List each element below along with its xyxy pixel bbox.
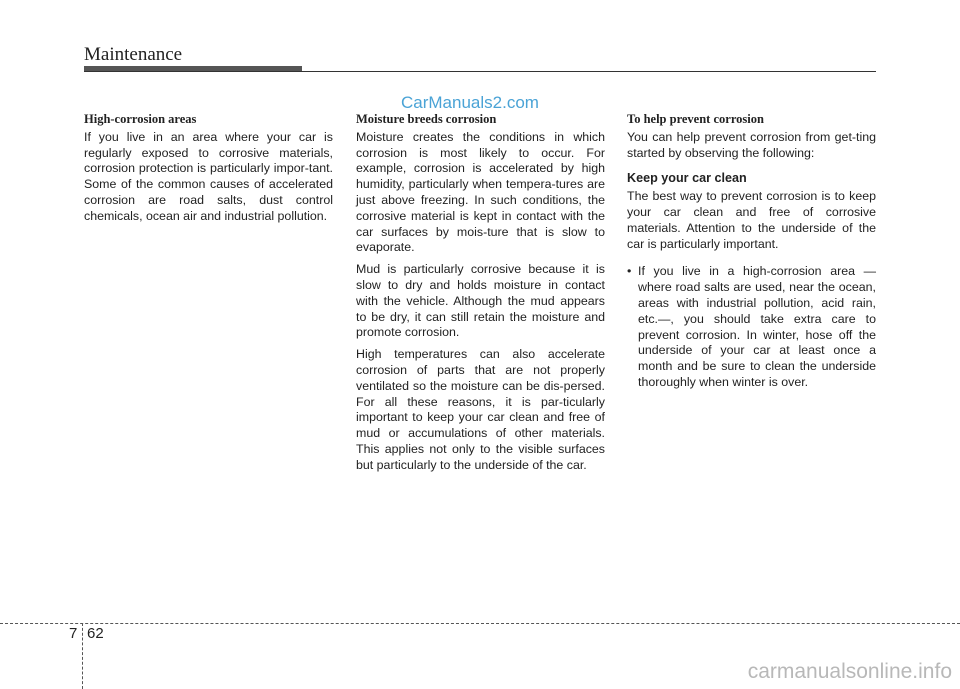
footer-vertical-divider (82, 623, 83, 689)
heading-high-corrosion-areas: High-corrosion areas (84, 112, 197, 126)
paragraph: If you live in an area where your car is regularly exposed to corrosive materials, corrosion protection is particularly impor-tant. Some of the common causes of accelerated corrosion are road salts, dust control chemicals, ocean air and industrial pollution. (84, 129, 333, 223)
intro-paragraph: You can help prevent corrosion from get-ting started by observing the following: (627, 129, 876, 160)
heading-help-prevent-corrosion: To help prevent corrosion (627, 112, 764, 126)
footer-divider (0, 623, 960, 624)
bullet-text: If you live in a high-corrosion area — where road salts are used, near the ocean, areas with industrial pollution, acid rain, etc.—, you should take extra care to prevent corrosion. In winter, hose off the underside of your car at least once a month and be sure to clean the underside thoroughly when winter is over. (638, 264, 876, 389)
column-2 (356, 112, 605, 480)
page-number: 62 (87, 625, 104, 642)
paragraph: High temperatures can also accelerate corrosion of parts that are not properly ventilated so the moisture can be dis-persed. For all these reasons, it is par-ticularly important to keep your car clean and free of mud or accumulations of other materials. This applies not only to the visible surfaces but particularly to the underside of the car. (356, 347, 605, 472)
paragraph: The best way to prevent corrosion is to keep your car clean and free of corrosive materials. Attention to the underside of the car is particularly important. (627, 189, 876, 251)
watermark-top: CarManuals2.com (401, 93, 539, 112)
paragraph: Moisture creates the conditions in which corrosion is most likely to occur. For example, corrosion is accelerated by high humidity, particularly when tempera-tures are just above freezing. In such conditions, the corrosive material is kept in contact with the car surfaces by mois-ture that is slow to evaporate. (356, 129, 605, 255)
chapter-number: 7 (69, 625, 78, 642)
section-title: Maintenance (84, 44, 183, 65)
watermark-bottom: carmanualsonline.info (747, 660, 952, 683)
column-3 (627, 112, 876, 391)
column-1 (84, 112, 333, 231)
bullet-item (627, 264, 876, 390)
heading-moisture-breeds-corrosion: Moisture breeds corrosion (356, 112, 497, 126)
subheading-keep-car-clean: Keep your car clean (627, 171, 747, 186)
paragraph: Mud is particularly corrosive because it is slow to dry and holds moisture in contact with the vehicle. Although the mud appears to be dry, it can still retain the moisture and promote corrosion. (356, 262, 605, 340)
bullet-icon: • (627, 264, 632, 279)
header-rule (84, 71, 876, 72)
